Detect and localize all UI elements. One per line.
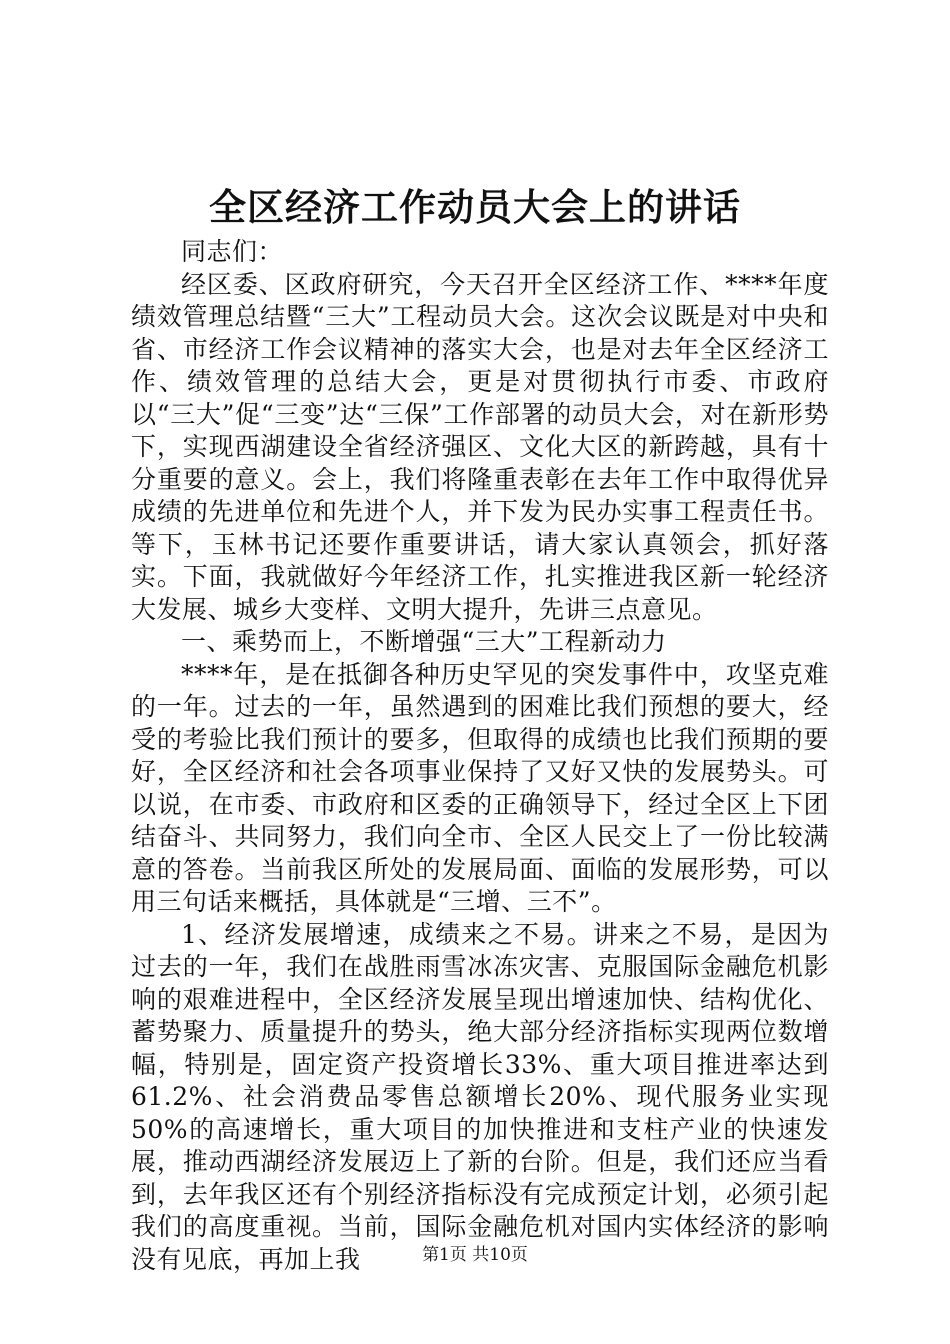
document-body	[131, 236, 829, 1276]
body-paragraph: ****年，是在抵御各种历史罕见的突发事件中，攻坚克难的一年。过去的一年，虽然遇到的困难比我们预想的要大，经受的考验比我们预计的要多，但取得的成绩也比我们预期的要好，全区经济和社会各项事业保持了又好又快的发展势头。可以说，在市委、市政府和区委的正确领导下，经过全区上下团结奋斗、共同努力，我们向全市、全区人民交上了一份比较满意的答卷。当前我区所处的发展局面、面临的发展形势，可以用三句话来概括，具体就是“三增、三不”。	[131, 659, 829, 916]
body-paragraph: 经区委、区政府研究，今天召开全区经济工作、****年度绩效管理总结暨“三大”工程动员大会。这次会议既是对中央和省、市经济工作会议精神的落实大会，也是对去年全区经济工作、绩效管理的总结大会，更是对贯彻执行市委、市政府以“三大”促“三变”达“三保”工作部署的动员大会，对在新形势下，实现西湖建设全省经济强区、文化大区的新跨越，具有十分重要的意义。会上，我们将隆重表彰在去年工作中取得优异成绩的先进单位和先进个人，并下发为民办实事工程责任书。等下，玉林书记还要作重要讲话，请大家认真领会，抓好落实。下面，我就做好今年经济工作，扎实推进我区新一轮经济大发展、城乡大变样、文明大提升，先讲三点意见。	[131, 269, 829, 624]
section-heading: 一、乘势而上，不断增强“三大”工程新动力	[181, 627, 667, 656]
body-paragraph: 1、经济发展增速，成绩来之不易。讲来之不易，是因为过去的一年，我们在战胜雨雪冰冻灾害、克服国际金融危机影响的艰难进程中，全区经济发展呈现出增速加快、结构优化、蓄势聚力、质量提升的势头，绝大部分经济指标实现两位数增幅，特别是，固定资产投资增长33%、重大项目推进率达到61.2%、社会消费品零售总额增长20%、现代服务业实现50%的高速增长，重大项目的加快推进和支柱产业的快速发展，推动西湖经济发展迈上了新的台阶。但是，我们还应当看到，去年我区还有个别经济指标没有完成预定计划，必须引起我们的高度重视。当前，国际金融危机对国内实体经济的影响没有见底，再加上我	[131, 919, 829, 1274]
document-title: 全区经济工作动员大会上的讲话	[209, 186, 741, 229]
page-number-footer: 第1页 共10页	[422, 1245, 528, 1265]
salutation-paragraph: 同志们：	[181, 237, 284, 266]
